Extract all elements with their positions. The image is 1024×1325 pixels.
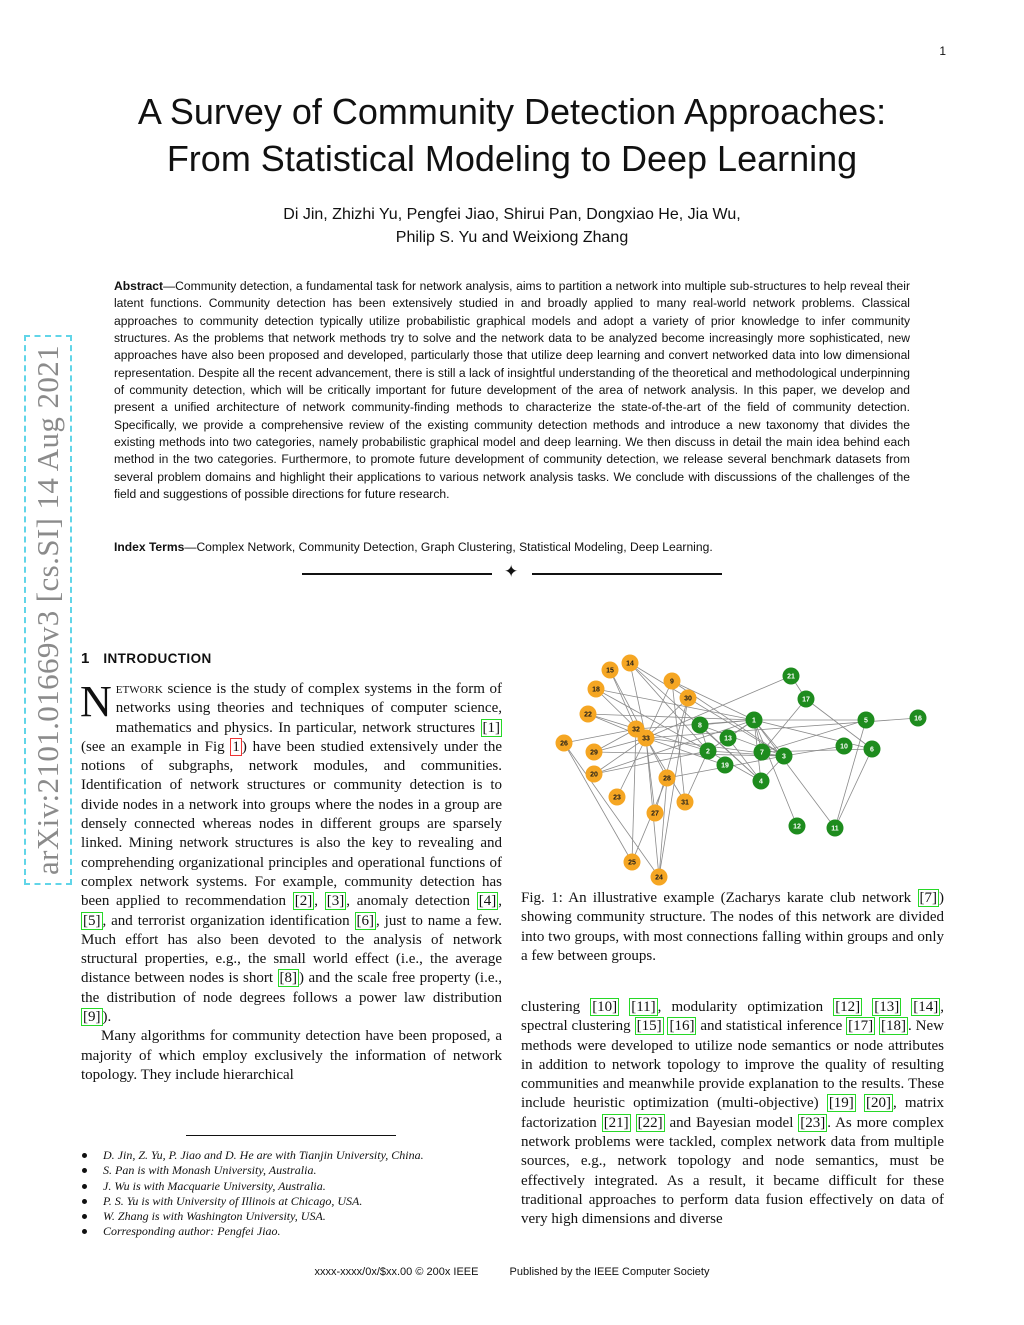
citation-link[interactable]: [15] (636, 1018, 662, 1035)
text-run (901, 999, 911, 1015)
paper-title (60, 88, 964, 182)
network-node (556, 735, 573, 752)
network-node (609, 789, 626, 806)
text-run: . New methods were developed to utilize node semantics or node attributes in addition to network topology to improve the quality of resulting communities and meanwhile provide explanation to the results. These include heuristic optimization (multi-objective) (521, 1018, 944, 1112)
network-node (622, 655, 639, 672)
network-node-label: 33 (642, 735, 650, 743)
network-node (624, 854, 641, 871)
text-run: , spectral clustering (521, 999, 945, 1035)
citation-link[interactable]: [10] (592, 999, 618, 1015)
text-run (856, 1095, 864, 1111)
separator-line-right (532, 573, 722, 575)
citation-link[interactable]: [9] (83, 1009, 101, 1026)
text-run: clustering (521, 999, 591, 1015)
title-line-1: A Survey of Community Detection Approaches: (137, 91, 887, 132)
network-node (580, 706, 597, 723)
text-run: ). (102, 1009, 112, 1026)
karate-club-network-figure (548, 648, 940, 888)
network-node-label: 11 (831, 825, 839, 833)
network-edge (752, 717, 872, 749)
network-node-label: 5 (864, 717, 868, 725)
network-node (783, 668, 800, 685)
text-run: , (314, 893, 325, 910)
network-node-label: 14 (626, 660, 634, 668)
network-node (754, 744, 771, 761)
network-node (602, 662, 619, 679)
network-node (700, 743, 717, 760)
network-edge (564, 743, 659, 877)
citation-link[interactable]: [18] (881, 1018, 907, 1035)
citation-link[interactable]: [7] (919, 890, 937, 906)
footnote-item: W. Zhang is with Washington University, USA. (80, 1209, 500, 1224)
network-edge (659, 778, 667, 877)
network-node (677, 794, 694, 811)
network-edge (835, 717, 868, 828)
text-run: , (498, 893, 502, 910)
abstract-text: —Community detection, a fundamental task for network analysis, aims to partition a network into multiple sub-structures to help reveal their latent functions. Community detection has been extensively studied in and broadly applied to many real-world network problems. Classical approaches to community detection typically utilize probabilistic graphical models and adopt a variety of prior knowledge to infer community structures. As the problems that network methods try to solve and the network data to be analyzed become increasingly more sophisticated, new approaches have also been proposed and developed, particularly those that utilize deep learning and convert networked data into low dimensional representation. Despite all the recent advancement, there is still a lack of insightful understanding of the theoretical and methodological underpinning of community detection, which will be critically important for future development of the area of network analysis. In this paper, we develop and present a unified architecture of network community-finding methods to characterize the state-of-the-art of the field of community detection. Specifically, we provide a comprehensive review of the existing community detection methods and introduce a new taxonomy that divides the existing methods into two categories, namely probabilistic graphical model and deep learning. We then discuss in detail the main idea behind each method in the two categories. Furthermore, to promote future development of community detection, we release several benchmark datasets from several problem domains and highlight their applications to various network analysis tasks. We conclude with discussions of the challenges of the field and suggestions of possible directions for future research. (114, 279, 910, 502)
footnote-item: D. Jin, Z. Yu, P. Jiao and D. He are with Tianjin University, China. (80, 1148, 500, 1163)
network-node-label: 17 (802, 696, 810, 704)
title-line-2: From Statistical Modeling to Deep Learning (166, 138, 858, 179)
network-node (717, 757, 734, 774)
network-node-label: 25 (628, 859, 636, 867)
index-terms-label: Index Terms (114, 540, 185, 554)
network-edge (646, 718, 918, 738)
page-number: 1 (939, 44, 946, 58)
network-node-label: 30 (684, 695, 692, 703)
network-node-label: 12 (793, 823, 801, 831)
citation-link[interactable]: [14] (913, 999, 939, 1015)
arxiv-stamp[interactable]: arXiv:2101.01669v3 [cs.SI] 14 Aug 2021 (24, 335, 72, 885)
network-node-label: 22 (584, 711, 592, 719)
network-node (647, 805, 664, 822)
index-terms (114, 539, 910, 556)
network-node-label: 20 (590, 771, 598, 779)
network-node-label: 15 (606, 667, 614, 675)
citation-link[interactable]: [4] (478, 893, 497, 910)
network-node-label: 3 (782, 753, 786, 761)
network-node (692, 717, 709, 734)
text-run: . As more complex network problems were tackled, complex network data from multiple sources, e.g., network topology and node semantics, must be effectively integrated. As a result, it became difficult for these traditional approaches to perform data fusion effectively on data of very high dimensions and diverse (521, 1114, 944, 1228)
section-heading (81, 650, 212, 667)
network-node-label: 6 (870, 746, 874, 754)
network-node (588, 681, 605, 698)
citation-link[interactable]: [6] (356, 912, 375, 929)
left-column (80, 677, 502, 1085)
footnote-item: S. Pan is with Monash University, Australia. (80, 1163, 500, 1178)
network-node-label: 7 (760, 749, 764, 757)
text-run (631, 1115, 636, 1131)
text-run: Fig. 1: An illustrative example (Zacharys karate club network (521, 890, 918, 906)
network-node (720, 730, 737, 747)
section-title: INTRODUCTION (103, 651, 212, 666)
network-node-label: 4 (759, 778, 763, 786)
intro-paragraph-1 (80, 677, 502, 1027)
authors-line-2: Philip S. Yu and Weixiong Zhang (395, 229, 629, 246)
network-edges (564, 660, 918, 877)
text-run: , modularity optimization (657, 999, 834, 1015)
text-run: and Bayesian model (664, 1114, 799, 1131)
network-node-label: 13 (724, 735, 732, 743)
footnote-item: J. Wu is with Macquarie University, Australia. (80, 1179, 500, 1194)
network-node-label: 21 (787, 673, 795, 681)
intro-paragraph-2: Many algorithms for community detection have been proposed, a majority of which employ exclusively the information of network topology. They include hierarchical (81, 1028, 502, 1083)
network-node (858, 712, 875, 729)
citation-link[interactable]: [1] (482, 719, 500, 736)
text-run: ) and the scale free property (i.e., the distribution of node degrees follows a power law distribution (81, 970, 502, 1006)
text-run: ) showing community structure. The nodes of this network are divided into two groups, with most connections falling within groups and only a few between groups. (521, 890, 944, 964)
network-node-label: 9 (670, 678, 674, 686)
citation-link[interactable]: [13] (874, 999, 900, 1015)
network-node (659, 770, 676, 787)
separator-line-left (302, 573, 492, 575)
network-node-label: 31 (681, 799, 689, 807)
network-node (827, 820, 844, 837)
authors-line-1: Di Jin, Zhizhi Yu, Pengfei Jiao, Shirui Pan, Dongxiao He, Jia Wu, (283, 206, 741, 223)
network-node (798, 691, 815, 708)
citation-link[interactable]: [16] (669, 1018, 695, 1035)
abstract-label: Abstract (114, 279, 164, 293)
text-run: ) have been studied extensively under the notions of subgraphs, network modules, and communities. Identification of network structures or community detection is to divide nodes in a network into groups where the nodes in a group are densely connected whereas nodes in different groups are sparsely linked. Mining network structures is also the key to revealing and comprehending organizational principles and operational functions of complex network systems. For example, community detection has been applied to recommendation (81, 738, 502, 910)
network-node-label: 29 (590, 749, 598, 757)
network-node (680, 690, 697, 707)
page-footer (0, 1266, 1024, 1278)
network-node-label: 18 (592, 686, 600, 694)
network-node-label: 2 (706, 748, 710, 756)
text-run: , anomaly detection (346, 893, 477, 910)
network-edge (617, 738, 646, 797)
citation-link[interactable]: [8] (279, 970, 297, 987)
network-edge (646, 738, 655, 813)
text-run: science is the study of complex systems in the form of networks using theories and techniques of computer science, mathematics and physics. In particular, network structures (115, 681, 502, 736)
citation-link[interactable]: [12] (835, 999, 861, 1015)
network-edge (752, 717, 835, 828)
section-number: 1 (81, 650, 90, 667)
network-node (746, 712, 763, 729)
text-run: , just to name a few. Much effort has also been devoted to the analysis of network structural properties, e.g., the small world effect (i.e., the average distance between nodes is short (81, 912, 502, 987)
network-node (638, 730, 655, 747)
footnote-item: P. S. Yu is with University of Illinois at Chicago, USA. (80, 1194, 500, 1209)
citation-link[interactable]: [21] (603, 1114, 629, 1131)
network-node (664, 673, 681, 690)
text-run: , and terrorist organization identification (102, 912, 355, 929)
footnote-item: Corresponding author: Pengfei Jiao. (80, 1224, 500, 1239)
network-node (651, 869, 668, 886)
citation-link[interactable]: [2] (294, 893, 313, 910)
citation-link[interactable]: [17] (848, 1018, 874, 1035)
author-list (60, 203, 964, 249)
network-node-label: 32 (632, 726, 640, 734)
network-node-label: 26 (560, 740, 568, 748)
network-node (586, 744, 603, 761)
citation-link[interactable]: [22] (637, 1114, 663, 1131)
citation-link[interactable]: [5] (83, 912, 101, 929)
network-edge (646, 698, 688, 738)
text-run (619, 999, 629, 1015)
network-node-label: 23 (613, 794, 621, 802)
network-edge (564, 729, 636, 743)
citation-link[interactable]: [3] (326, 893, 345, 910)
network-node-label: 8 (698, 722, 702, 730)
network-node-label: 24 (655, 874, 663, 882)
network-node (864, 741, 881, 758)
network-node (586, 766, 603, 783)
footer-copyright: xxxx-xxxx/0x/$xx.00 © 200x IEEE (314, 1266, 479, 1278)
text-run (862, 999, 872, 1015)
smallcaps-word: etwork (115, 681, 163, 697)
network-node-label: 1 (752, 717, 756, 725)
network-node (776, 748, 793, 765)
network-node-label: 28 (663, 775, 671, 783)
text-run: and statistical inference (696, 1018, 847, 1035)
text-run: , matrix factorization (521, 1095, 944, 1131)
network-node-label: 27 (651, 810, 659, 818)
footer-publisher: Published by the IEEE Computer Society (509, 1266, 710, 1278)
citation-link[interactable]: [11] (631, 999, 656, 1015)
network-node (836, 738, 853, 755)
citation-link[interactable]: [23] (800, 1114, 826, 1131)
section-separator (302, 562, 722, 585)
network-node (789, 818, 806, 835)
network-edge (762, 699, 806, 752)
separator-diamond-icon: ✦ (504, 562, 519, 581)
footnotes (80, 1148, 500, 1240)
dropcap-letter: N (80, 677, 112, 726)
network-node-label: 10 (840, 743, 848, 751)
figure-ref-link[interactable]: 1 (232, 738, 240, 755)
network-node (910, 710, 927, 727)
network-node-label: 16 (914, 715, 922, 723)
abstract (114, 278, 910, 503)
figure-caption (521, 889, 944, 966)
text-run: (see an example in Fig (81, 738, 231, 755)
citation-link[interactable]: [19] (828, 1095, 854, 1112)
citation-link[interactable]: [20] (865, 1095, 891, 1112)
index-terms-text: —Complex Network, Community Detection, Graph Clustering, Statistical Modeling, Deep Learning. (184, 540, 713, 554)
footnote-rule (186, 1135, 396, 1136)
right-column (521, 998, 944, 1230)
network-node (753, 773, 770, 790)
network-node-label: 19 (721, 762, 729, 770)
network-edge (610, 670, 636, 729)
